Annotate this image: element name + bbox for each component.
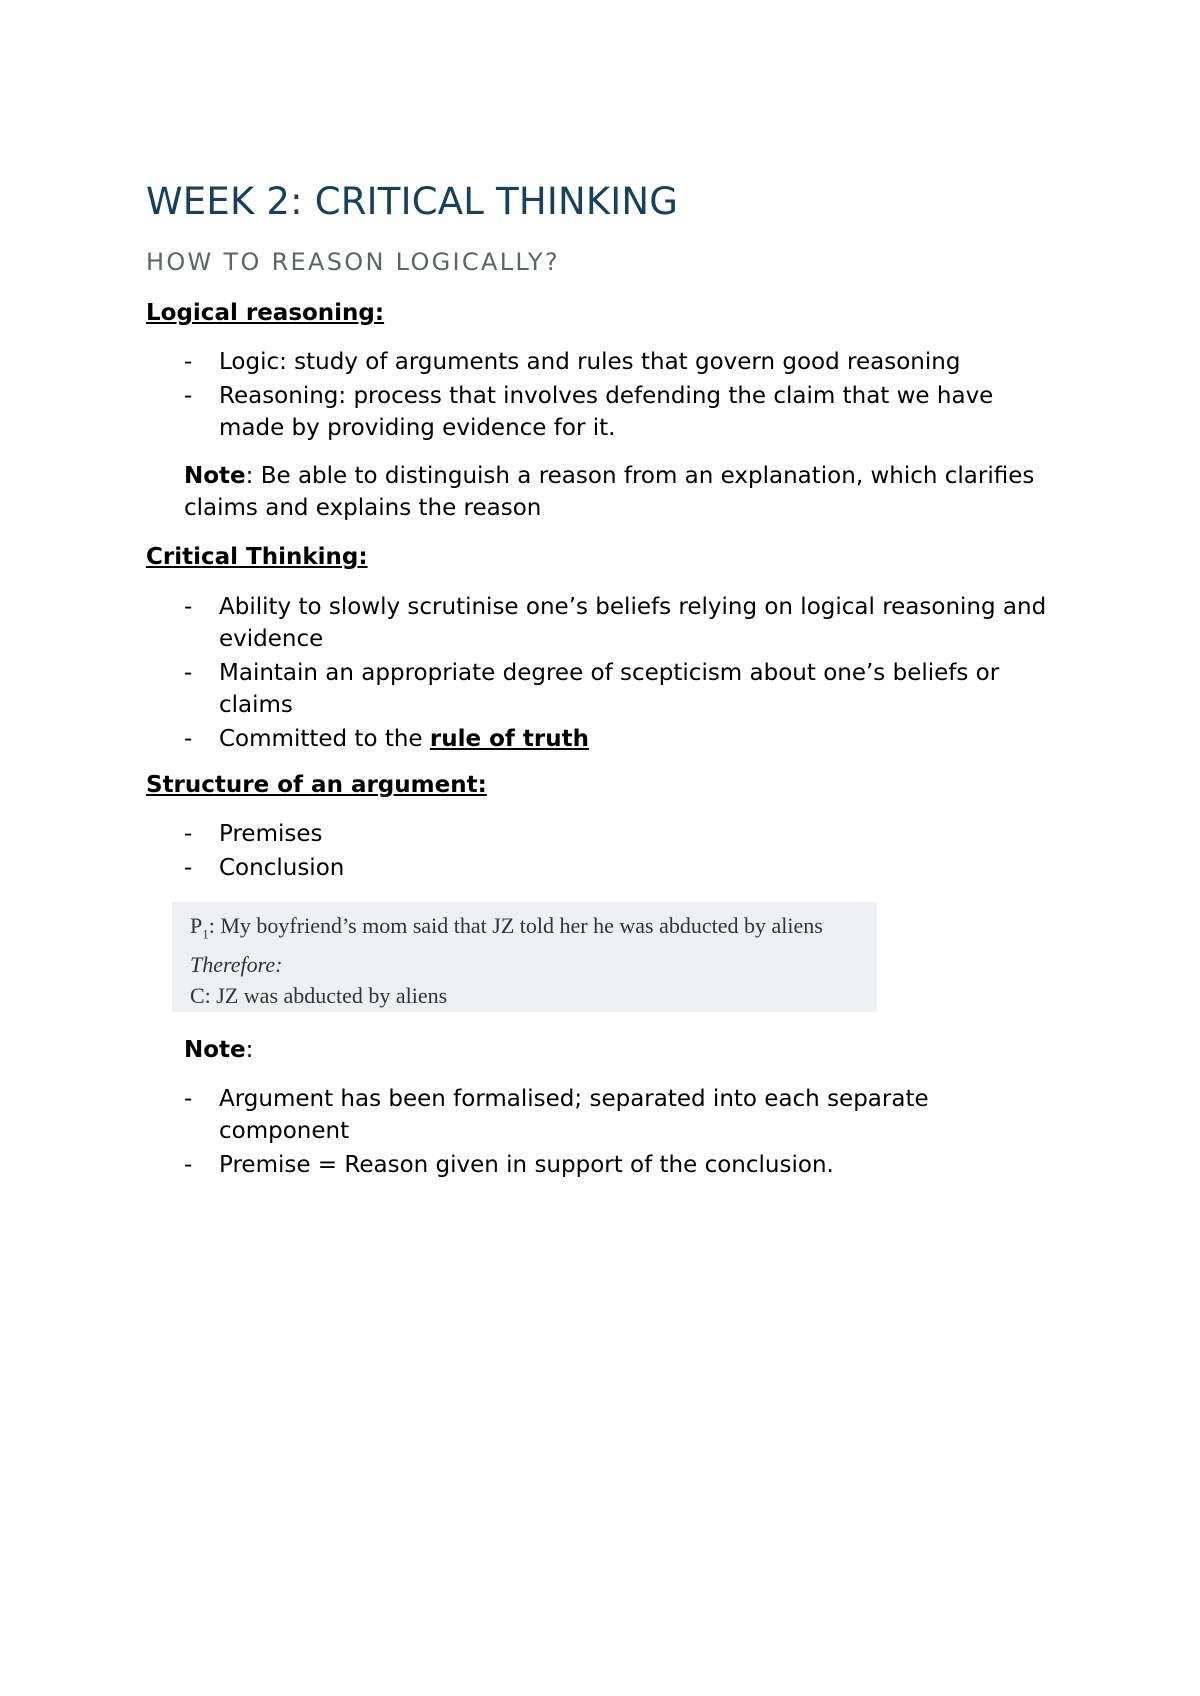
premise-subscript: 1 bbox=[202, 926, 209, 942]
note-paragraph bbox=[184, 460, 1044, 524]
list-item-text: Premises bbox=[219, 821, 323, 847]
list-item bbox=[0, 852, 1049, 884]
section-heading-logical-reasoning: Logical reasoning: bbox=[146, 300, 385, 326]
page-subtitle: HOW TO REASON LOGICALLY? bbox=[146, 248, 560, 276]
premise-line bbox=[190, 910, 877, 949]
list-item-text: Argument has been formalised; separated into each separate component bbox=[219, 1086, 929, 1144]
premise-label: P bbox=[190, 913, 203, 938]
list-item bbox=[0, 591, 1049, 655]
list-item bbox=[0, 818, 1049, 850]
final-note-suffix: : bbox=[245, 1037, 254, 1063]
list-item-text: Conclusion bbox=[219, 855, 345, 881]
final-note-label: Note bbox=[184, 1037, 246, 1063]
list-item bbox=[0, 1149, 1049, 1181]
note-label: Note bbox=[184, 463, 246, 489]
note-text: : Be able to distinguish a reason from an explanation, which clarifies claims and explains the reason bbox=[184, 463, 1035, 521]
list-item bbox=[0, 657, 1049, 721]
rule-of-truth-emphasis: rule of truth bbox=[429, 726, 589, 752]
list-item bbox=[0, 380, 1049, 444]
argument-example-image bbox=[172, 902, 877, 1012]
list-item-text: Reasoning: process that involves defending the claim that we have made by providing evidence for it. bbox=[219, 383, 994, 441]
therefore-line: Therefore: bbox=[190, 952, 283, 978]
dash-bullet: - bbox=[184, 349, 193, 375]
logical-reasoning-list bbox=[0, 346, 1049, 446]
dash-bullet: - bbox=[184, 383, 193, 409]
list-item bbox=[0, 346, 1049, 378]
dash-bullet: - bbox=[184, 660, 193, 686]
dash-bullet: - bbox=[184, 855, 193, 881]
dash-bullet: - bbox=[184, 1152, 193, 1178]
list-item bbox=[0, 723, 1049, 755]
list-item-text: Ability to slowly scrutinise one’s beliefs relying on logical reasoning and evidence bbox=[219, 594, 1047, 652]
conclusion-line: C: JZ was abducted by aliens bbox=[190, 983, 448, 1009]
dash-bullet: - bbox=[184, 594, 193, 620]
list-item-text: Logic: study of arguments and rules that govern good reasoning bbox=[219, 349, 961, 375]
final-note-heading bbox=[184, 1034, 1044, 1066]
dash-bullet: - bbox=[184, 821, 193, 847]
list-item-text: Premise = Reason given in support of the conclusion. bbox=[219, 1152, 834, 1178]
dash-bullet: - bbox=[184, 1086, 193, 1112]
section-heading-argument-structure: Structure of an argument: bbox=[146, 772, 487, 798]
premise-text: : My boyfriend’s mom said that JZ told her he was abducted by aliens bbox=[208, 913, 823, 938]
list-item-prefix: Committed to the bbox=[219, 726, 430, 752]
list-item bbox=[0, 1083, 1049, 1147]
critical-thinking-list bbox=[0, 591, 1049, 757]
page-title: WEEK 2: CRITICAL THINKING bbox=[146, 180, 679, 223]
argument-structure-list bbox=[0, 818, 1049, 886]
section-heading-critical-thinking: Critical Thinking: bbox=[146, 544, 368, 570]
list-item-text: Maintain an appropriate degree of scepticism about one’s beliefs or claims bbox=[219, 660, 1000, 718]
dash-bullet: - bbox=[184, 726, 193, 752]
final-note-list bbox=[0, 1083, 1049, 1183]
